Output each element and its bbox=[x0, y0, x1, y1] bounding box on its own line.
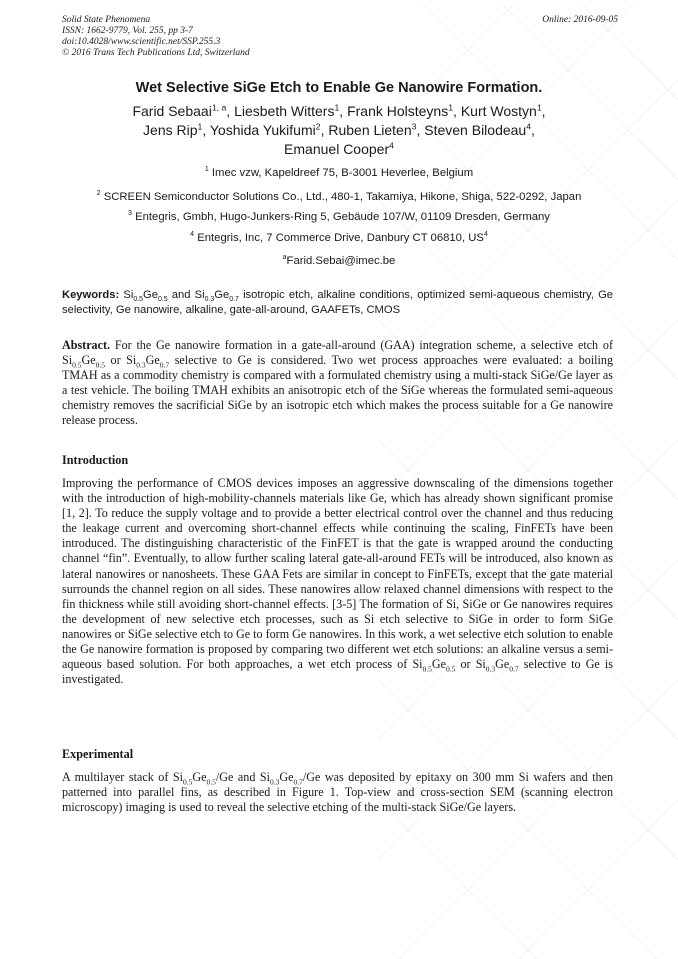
copyright-line: © 2016 Trans Tech Publications Ltd, Switzerland bbox=[62, 48, 250, 58]
author: Steven Bilodeau$^4$ bbox=[424, 121, 532, 138]
keywords-label: Keywords: bbox=[62, 289, 120, 301]
doi-line: doi:10.4028/www.scientific.net/SSP.255.3 bbox=[62, 37, 221, 47]
journal-name: Solid State Phenomena bbox=[62, 15, 151, 25]
abstract-paragraph: Abstract. For the Ge nanowire formation in a gate-all-around (GAA) integration scheme, a selective etch of $Si_{0.5}Ge_{0.5}$ or $Si_{0.3}Ge_{0.7}$ selective to Ge is considered. Two wet process approaches were evaluated: a boiling TMAH as a commodity chemistry is compared with a formulated chemistry using a multi-stack SiGe/Ge layer as a test vehicle. The boiling TMAH exhibits an anisotropic etch of the SiGe whereas the formulated semi-aqueous chemistry removes the sacrificial SiGe by an isotropic etch which makes the process suitable for a Ge nanowire release process. bbox=[62, 338, 613, 428]
journal-header bbox=[62, 15, 618, 59]
author: Liesbeth Witters$^1$ bbox=[234, 102, 340, 119]
affiliation-1: $^1$ Imec vzw, Kapeldreef 75, B-3001 Heverlee, Belgium bbox=[204, 166, 474, 179]
introduction-heading: Introduction bbox=[62, 453, 129, 467]
experimental-paragraph: A multilayer stack of $Si_{0.5}Ge_{0.5}/Ge$ and $Si_{0.3}Ge_{0.7}/Ge$ was deposited by epitaxy on 300 mm Si wafers and then patterned into parallel fins, as described in Figure 1. Top-view and cross-section SEM (scanning electron microscopy) imaging is used to reveal the selective etching of the multi-stack SiGe/Ge layers. bbox=[62, 770, 614, 815]
author: Farid Sebaai$^{1, a}$ bbox=[132, 102, 227, 119]
affiliation-3: $^3$ Entegris, Gmbh, Hugo-Junkers-Ring 5, Gebäude 107/W, 01109 Dresden, Germany bbox=[128, 210, 550, 223]
paper-title: Wet Selective SiGe Etch to Enable Ge Nanowire Formation. bbox=[135, 80, 543, 96]
abstract-label: Abstract. bbox=[62, 338, 111, 352]
affiliation-2: $^2$ SCREEN Semiconductor Solutions Co., Ltd., 480-1, Takamiya, Hikone, Shiga, 522-0292, Japan bbox=[96, 190, 582, 203]
affiliation-4: $^4$ Entegris, Inc, 7 Commerce Drive, Danbury CT 06810, $US^4$ bbox=[190, 231, 488, 244]
author: Ruben Lieten$^3$ bbox=[328, 121, 417, 138]
author: Frank Holsteyns$^1$ bbox=[347, 102, 454, 119]
online-date: Online: 2016-09-05 bbox=[542, 15, 618, 25]
author: Yoshida Yukifumi$^2$ bbox=[209, 121, 321, 138]
experimental-heading: Experimental bbox=[62, 747, 134, 761]
keywords-paragraph: Keywords: $Si_{0.5}Ge_{0.5}$ and $Si_{0.3}Ge_{0.7}$ isotropic etch, alkaline conditions, optimized semi-aqueous chemistry, Ge selectivity, Ge nanowire, alkaline, gate-all-around, GAAFETs, CMOS bbox=[62, 289, 613, 316]
author: Kurt Wostyn$^1$ bbox=[460, 102, 542, 119]
author: Jens Rip$^1$ bbox=[143, 121, 203, 138]
author-list: Farid Sebaai$^{1, a}$, Liesbeth Witters$^1$, Frank Holsteyns$^1$, Kurt Wostyn$^1$, Jens Rip$^1$, Yoshida Yukifumi$^2$, Ruben Lieten$^3$, Steven Bilodeau$^4$, Emanuel Cooper$^4$ bbox=[132, 102, 546, 157]
corresponding-email: $^a$Farid.Sebai@imec.be bbox=[282, 254, 396, 267]
introduction-paragraph: Improving the performance of CMOS devices imposes an aggressive downscaling of the dimensions together with the introduction of high-mobility-channels materials like Ge, which has already shown significant promise [1, 2]. To reduce the supply voltage and to provide a better electrical control over the channel and thus reducing the leakage current and overcoming short-channel effects while continuing the scaling, FinFETs have been introduced. The distinguishing characteristic of the FinFET is that the gate is wrapped around the conducting channel “fin”. Eventually, to allow further scaling lateral gate-all-around FETs will be introduced, also known as lateral nanowires or nanosheets. These GAA Fets are similar in concept to FinFETs, except that the gate material surrounds the channel region on all sides. These nanowires allow relaxed channel dimensions with respect to the fin thickness while still avoiding short-channel effects. [3-5] The formation of Si, SiGe or Ge nanowires requires the development of new selective etch processes, such as Si etch selective to SiGe in order to form SiGe nanowires or SiGe selective etch to Ge to form Ge nanowires. In this work, a wet selective etch solution to enable the Ge nanowire formation is proposed by comparing two different wet etch solutions: an alkaline versus a semi-aqueous based solution. For both approaches, a wet etch process of $Si_{0.5}Ge_{0.5}$ or $Si_{0.3}Ge_{0.7}$ selective to Ge is investigated. bbox=[62, 476, 613, 687]
author: Emanuel Cooper$^4$ bbox=[284, 140, 394, 157]
issn-line: ISSN: 1662-9779, Vol. 255, pp 3-7 bbox=[62, 26, 193, 36]
